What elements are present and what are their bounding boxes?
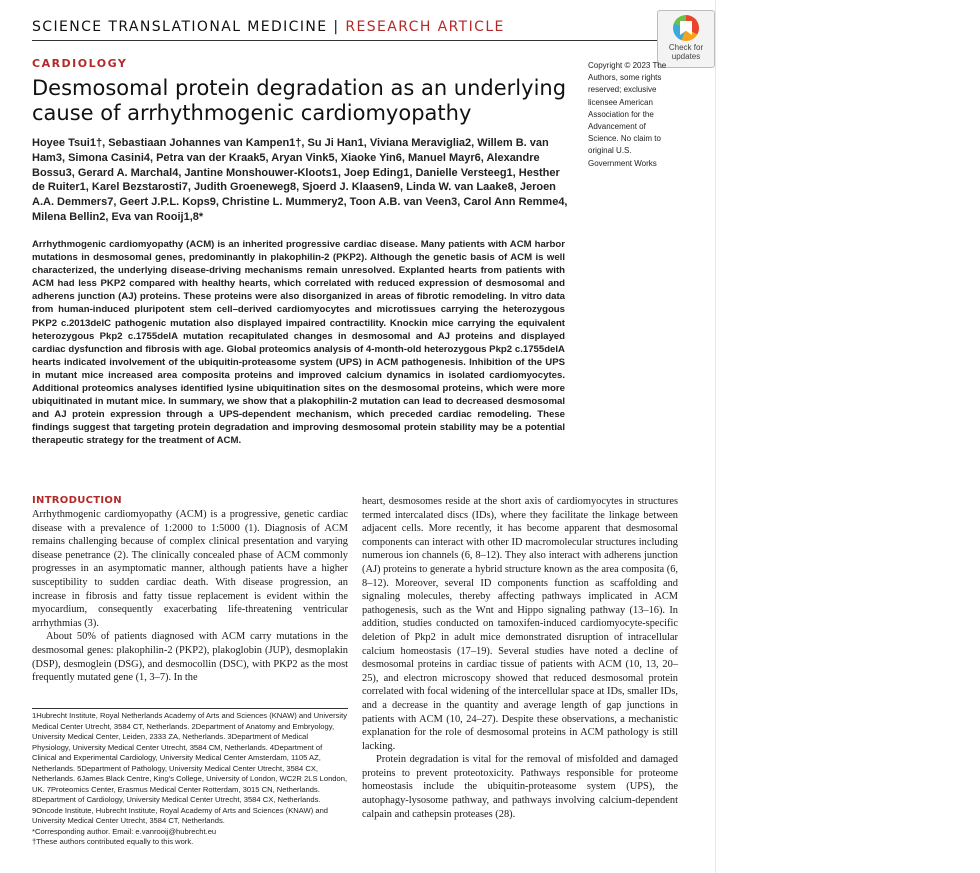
badge-line-1: Check for xyxy=(668,43,704,52)
equal-contribution-note: †These authors contributed equally to this work. xyxy=(32,837,194,846)
intro-paragraph-2: About 50% of patients diagnosed with ACM carry mutations in the desmosomal genes: plakophilin-2 (PKP2), plakoglobin (JUP), desmoplakin (DSP), desmoglein (DSG), and desmocollin (DSC), with PKP2 as the most frequently mutated gene (1, 3–7). In the xyxy=(32,631,348,684)
article-title: Desmosomal protein degradation as an underlying cause of arrhythmogenic cardiomyopathy xyxy=(32,76,567,125)
article-type: RESEARCH ARTICLE xyxy=(345,19,505,35)
category-label: CARDIOLOGY xyxy=(32,57,128,70)
badge-line-2: updates xyxy=(671,52,701,61)
footnotes xyxy=(32,711,348,848)
check-for-updates-icon xyxy=(673,15,699,41)
intro-paragraph-4: Protein degradation is vital for the removal of misfolded and damaged proteins to prevent proteotoxicity. Pathways responsible for proteome homeostasis include the ubiquitin-proteasome system (UPS), the autophagy-lysosome pathway, and pathways involving calcium-dependent calpain and cathepsin proteases (28). xyxy=(362,754,678,820)
body-column-left xyxy=(32,495,348,685)
intro-paragraph-1: Arrhythmogenic cardiomyopathy (ACM) is a progressive, genetic cardiac disease with a prevalence of 1:2000 to 1:5000 (1). Diagnosis of ACM remains challenging because of complex clinical presentation and varying disease penetrance (2). The clinically concealed phase of ACM commonly progresses in an asymptomatic manner, although patients have a higher susceptibility to sudden cardiac death. With disease progression, an increase in fibrosis and fatty tissue replacement is evident within the myocardium, consequently exacerbating life-threatening ventricular arrhythmias (3). xyxy=(32,509,348,629)
footnote-rule xyxy=(32,708,348,709)
badge-text xyxy=(658,43,714,61)
journal-name: SCIENCE TRANSLATIONAL MEDICINE xyxy=(32,19,328,35)
corresponding-author: *Corresponding author. Email: e.vanrooij@hubrecht.eu xyxy=(32,826,217,836)
author-list: Hoyee Tsui1†, Sebastiaan Johannes van Kampen1†, Su Ji Han1, Viviana Meraviglia2, Willem B. van Ham3, Simona Casini4, Petra van der Kraak5, Aryan Vink5, Xiaoke Yin6, Manuel Mayr6, Alexandre Bossu3, Gerard A. Marchal4, Jantine Monshouwer-Kloots1, Joep Eding1, Danielle Versteeg1, Hesther de Ruiter1, Karel Bezstarosti7, Judith Groeneweg8, Sjoerd J. Klaasen9, Linda W. van Laake8, Jeroen A.A. Demmers7, Geert J.P.L. Kops9, Christine L. Mummery2, Toon A.B. van Veen3, Carol Ann Remme4, Milena Bellin2, Eva van Rooij1,8* xyxy=(32,137,568,223)
header-rule xyxy=(32,40,684,41)
intro-paragraph-3: heart, desmosomes reside at the short axis of cardiomyocytes in structures termed intercalated discs (IDs), where they facilitate the linkage between adjacent cells. More recently, it has become apparent that desmosomal components can interact with other ID macromolecular structures including numerous ion channels (6, 8–12). They also interact with adherens junction (AJ) proteins to generate a hybrid structure known as the area composita (6, 8–12). Moreover, several ID components function as scaffolding and signaling molecules, thereby affecting pathways implicated in ACM pathogenesis, such as the Wnt and Hippo signaling pathway (13–16). In addition, studies conducted on tamoxifen-induced cardiomyocyte-specific deletion of Pkp2 in adult mice demonstrated disruption of intracellular calcium homeostasis (17–19). Several studies have noted a decline of desmosomal proteins in cardiac tissue of patients with ACM (10, 13, 20–25), and electron microscopy showed that reduced desmosomal protein correlated with focal widening of the intercellular space at IDs, smaller IDs, and a decrease in the quantity and average length of gap junctions in patients with ACM (10, 24–27). Despite these observations, a mechanistic explanation for the role of desmosomal proteins in ACM pathology is still lacking. xyxy=(362,496,678,752)
copyright-notice: Copyright © 2023 The Authors, some rights reserved; exclusive licensee American Association for the Advancement of Science. No claim to original U.S. Government Works xyxy=(588,61,667,168)
header-separator: | xyxy=(327,19,346,35)
body-column-right xyxy=(362,495,678,821)
journal-header xyxy=(32,19,682,35)
affiliations: 1Hubrecht Institute, Royal Netherlands Academy of Arts and Sciences (KNAW) and University Medical Center Utrecht, 3584 CT, Netherlands. 2Department of Anatomy and Embryology, University Medical Center, Leiden, 2333 ZA, Netherlands. 3Department of Medical Physiology, University Medical Center Utrecht, 3584 CM, Netherlands. 4Department of Clinical and Experimental Cardiology, University Medical Center Amsterdam, 1105 AZ, Netherlands. 5Department of Pathology, University Medical Center Utrecht, 3584 CX, Netherlands. 6James Black Centre, King's College, University of London, WC2R 2LS London, UK. 7Proteomics Center, Erasmus Medical Center Rotterdam, 3015 CN, Netherlands. 8Department of Cardiology, University Medical Center Utrecht, 3584 CX, Netherlands. 9Oncode Institute, Hubrecht Institute, Royal Academy of Arts and Sciences (KNAW) and University Medical Center Utrecht, 3584 CT, Netherlands. xyxy=(32,711,348,825)
section-heading-introduction: INTRODUCTION xyxy=(32,495,122,506)
abstract: Arrhythmogenic cardiomyopathy (ACM) is an inherited progressive cardiac disease. Many patients with ACM harbor mutations in desmosomal genes, predominantly in plakophilin-2 (PKP2). Although the genetic basis of ACM is well characterized, the underlying disease-driving mechanisms remain unresolved. Explanted hearts from patients with ACM had less PKP2 compared with healthy hearts, which correlated with reduced expression of desmosomal and adherens junction (AJ) proteins. These proteins were also disorganized in areas of fibrotic remodeling. In vitro data from human-induced pluripotent stem cell–derived cardiomyocytes and microtissues carrying the heterozygous PKP2 c.2013delC pathogenic mutation also displayed impaired contractility. Knockin mice carrying the equivalent heterozygous Pkp2 c.1755delA mutation recapitulated changes in desmosomal and AJ proteins and displayed cardiac dysfunction and fibrosis with age. Global proteomics analysis of 4-month-old heterozygous Pkp2 c.1755delA hearts indicated involvement of the ubiquitin-proteasome system (UPS) in ACM pathogenesis. Inhibition of the UPS in mutant mice increased area composita proteins and improved calcium dynamics in isolated cardiomyocytes. Additional proteomics analyses identified lysine ubiquitination sites on the desmosomal proteins, which were more ubiquitinated in mutant mice. In summary, we show that a plakophilin-2 mutation can lead to decreased desmosomal and AJ protein expression through a UPS-dependent mechanism, which preceded cardiac remodeling. These findings suggest that targeting protein degradation and improving desmosomal protein stability may be a potential therapeutic strategy for the treatment of ACM. xyxy=(32,239,565,447)
